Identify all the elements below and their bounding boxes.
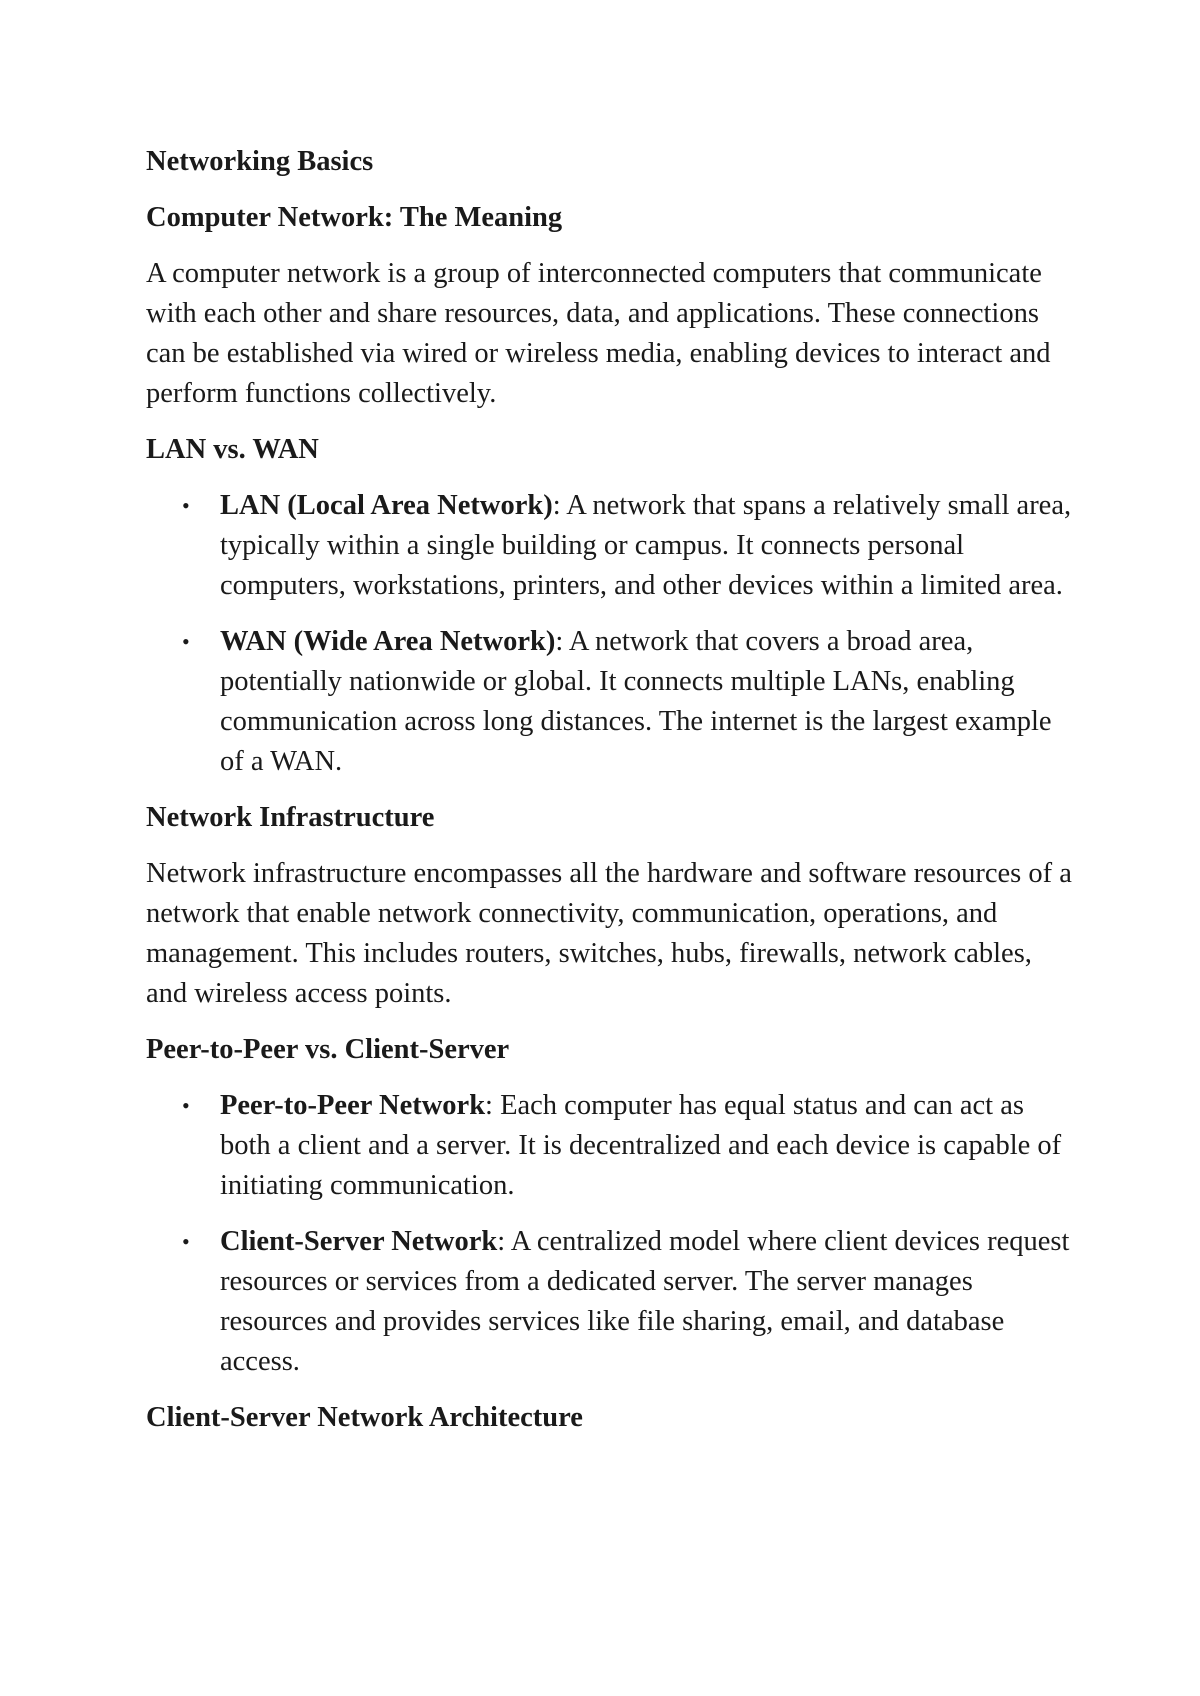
paragraph-network-meaning: A computer network is a group of interconnected computers that communicate with each other and share resources, data, and applications. These connections can be established via wired or wireless media, enabling devices to interact and perform functions collectively. bbox=[146, 258, 1051, 409]
definition-wan: : A network that covers a broad area, potentially nationwide or global. It connects multiple LANs, enabling communication across long distances. The internet is the largest example of a WAN. bbox=[220, 626, 1052, 777]
paragraph-network-infrastructure: Network infrastructure encompasses all the hardware and software resources of a network that enable network connectivity, communication, operations, and management. This includes routers, switches, hubs, firewalls, network cables, and wireless access points. bbox=[146, 858, 1072, 1009]
definition-peer-to-peer: : Each computer has equal status and can act as both a client and a server. It is decentralized and each device is capable of initiating communication. bbox=[220, 1090, 1062, 1201]
document-title: Networking Basics bbox=[146, 146, 374, 177]
list-item-lan bbox=[182, 486, 1080, 606]
term-wan: WAN (Wide Area Network) bbox=[220, 626, 556, 657]
term-client-server: Client-Server Network bbox=[220, 1226, 498, 1257]
heading-p2p-vs-client-server: Peer-to-Peer vs. Client-Server bbox=[146, 1034, 510, 1065]
heading-lan-vs-wan: LAN vs. WAN bbox=[146, 434, 319, 465]
heading-network-meaning: Computer Network: The Meaning bbox=[146, 202, 563, 233]
list-lan-wan bbox=[146, 486, 1080, 782]
heading-network-infrastructure: Network Infrastructure bbox=[146, 802, 435, 833]
list-item-client-server bbox=[182, 1222, 1080, 1382]
bullet-icon: • bbox=[182, 1093, 190, 1118]
list-p2p-client-server bbox=[146, 1086, 1080, 1382]
heading-client-server-architecture: Client-Server Network Architecture bbox=[146, 1402, 583, 1433]
bullet-icon: • bbox=[182, 629, 190, 654]
definition-lan: : A network that spans a relatively small area, typically within a single building or campus. It connects personal computers, workstations, printers, and other devices within a limited area. bbox=[220, 490, 1072, 601]
definition-client-server: : A centralized model where client devices request resources or services from a dedicated server. The server manages resources and provides services like file sharing, email, and database access. bbox=[220, 1226, 1070, 1377]
term-lan: LAN (Local Area Network) bbox=[220, 490, 553, 521]
bullet-icon: • bbox=[182, 1229, 190, 1254]
term-peer-to-peer: Peer-to-Peer Network bbox=[220, 1090, 486, 1121]
list-item-wan bbox=[182, 622, 1080, 782]
bullet-icon: • bbox=[182, 493, 190, 518]
list-item-peer-to-peer bbox=[182, 1086, 1080, 1206]
